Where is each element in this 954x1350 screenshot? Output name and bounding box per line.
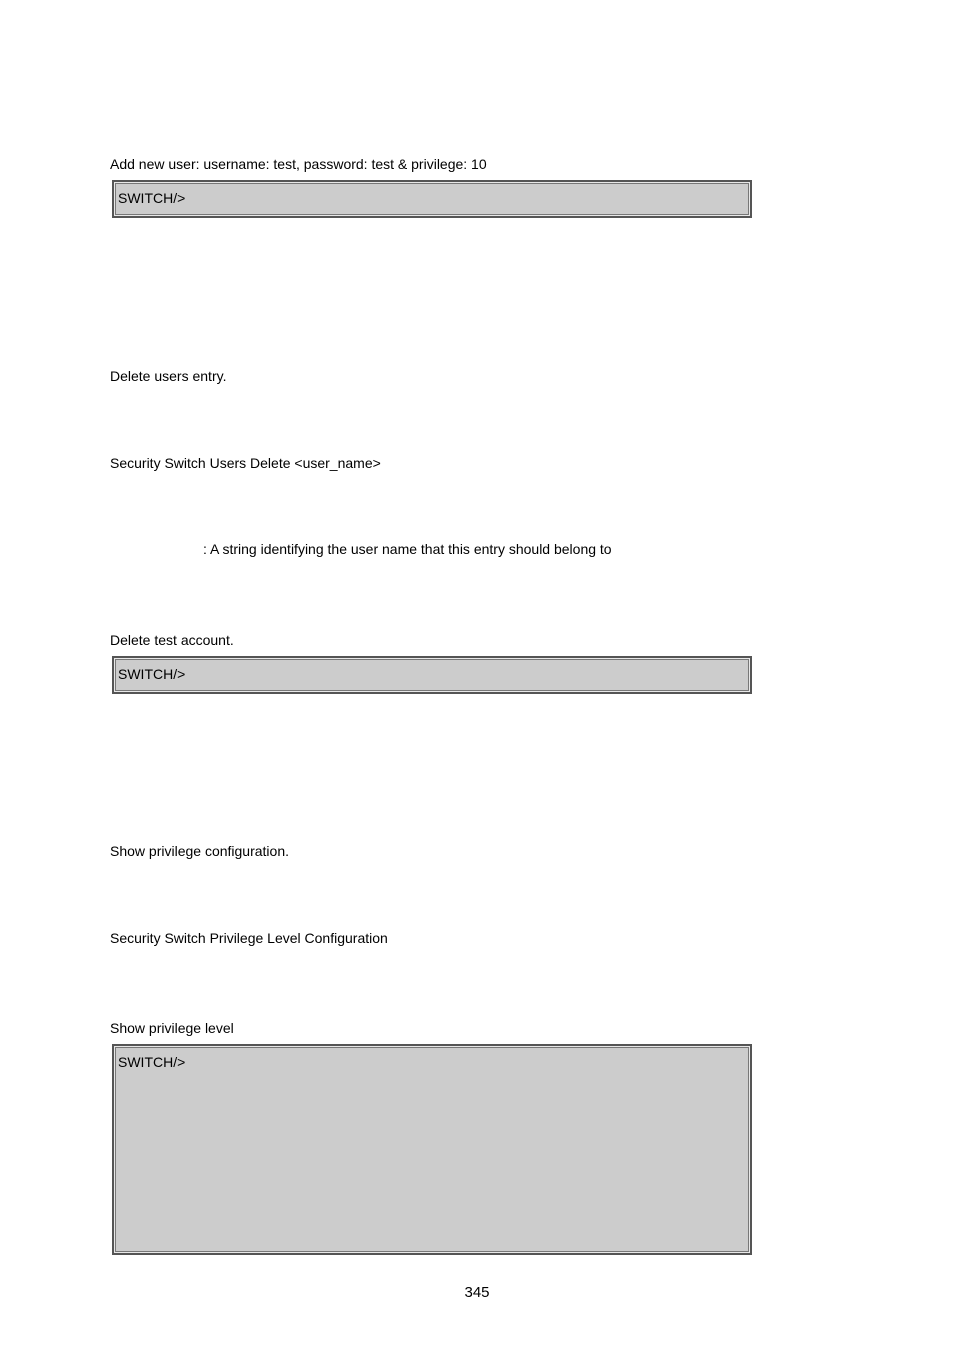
cli-prompt: SWITCH/> (118, 1054, 186, 1070)
cli-prompt: SWITCH/> (118, 190, 186, 206)
privilege-syntax: Security Switch Privilege Level Configuration (110, 930, 388, 946)
cli-example-box-add-user (112, 180, 752, 218)
page-number: 345 (464, 1284, 490, 1301)
delete-syntax: Security Switch Users Delete <user_name> (110, 455, 381, 471)
delete-parameter-description: : A string identifying the user name that this entry should belong to (203, 541, 612, 557)
privilege-description: Show privilege configuration. (110, 843, 289, 859)
cli-example-box-privilege (112, 1044, 752, 1255)
cli-example-box-delete (112, 656, 752, 694)
delete-example-description: Delete test account. (110, 632, 234, 648)
cli-prompt: SWITCH/> (118, 666, 186, 682)
privilege-example-description: Show privilege level (110, 1020, 234, 1036)
add-user-example-description: Add new user: username: test, password: test & privilege: 10 (110, 156, 487, 172)
delete-description: Delete users entry. (110, 368, 227, 384)
